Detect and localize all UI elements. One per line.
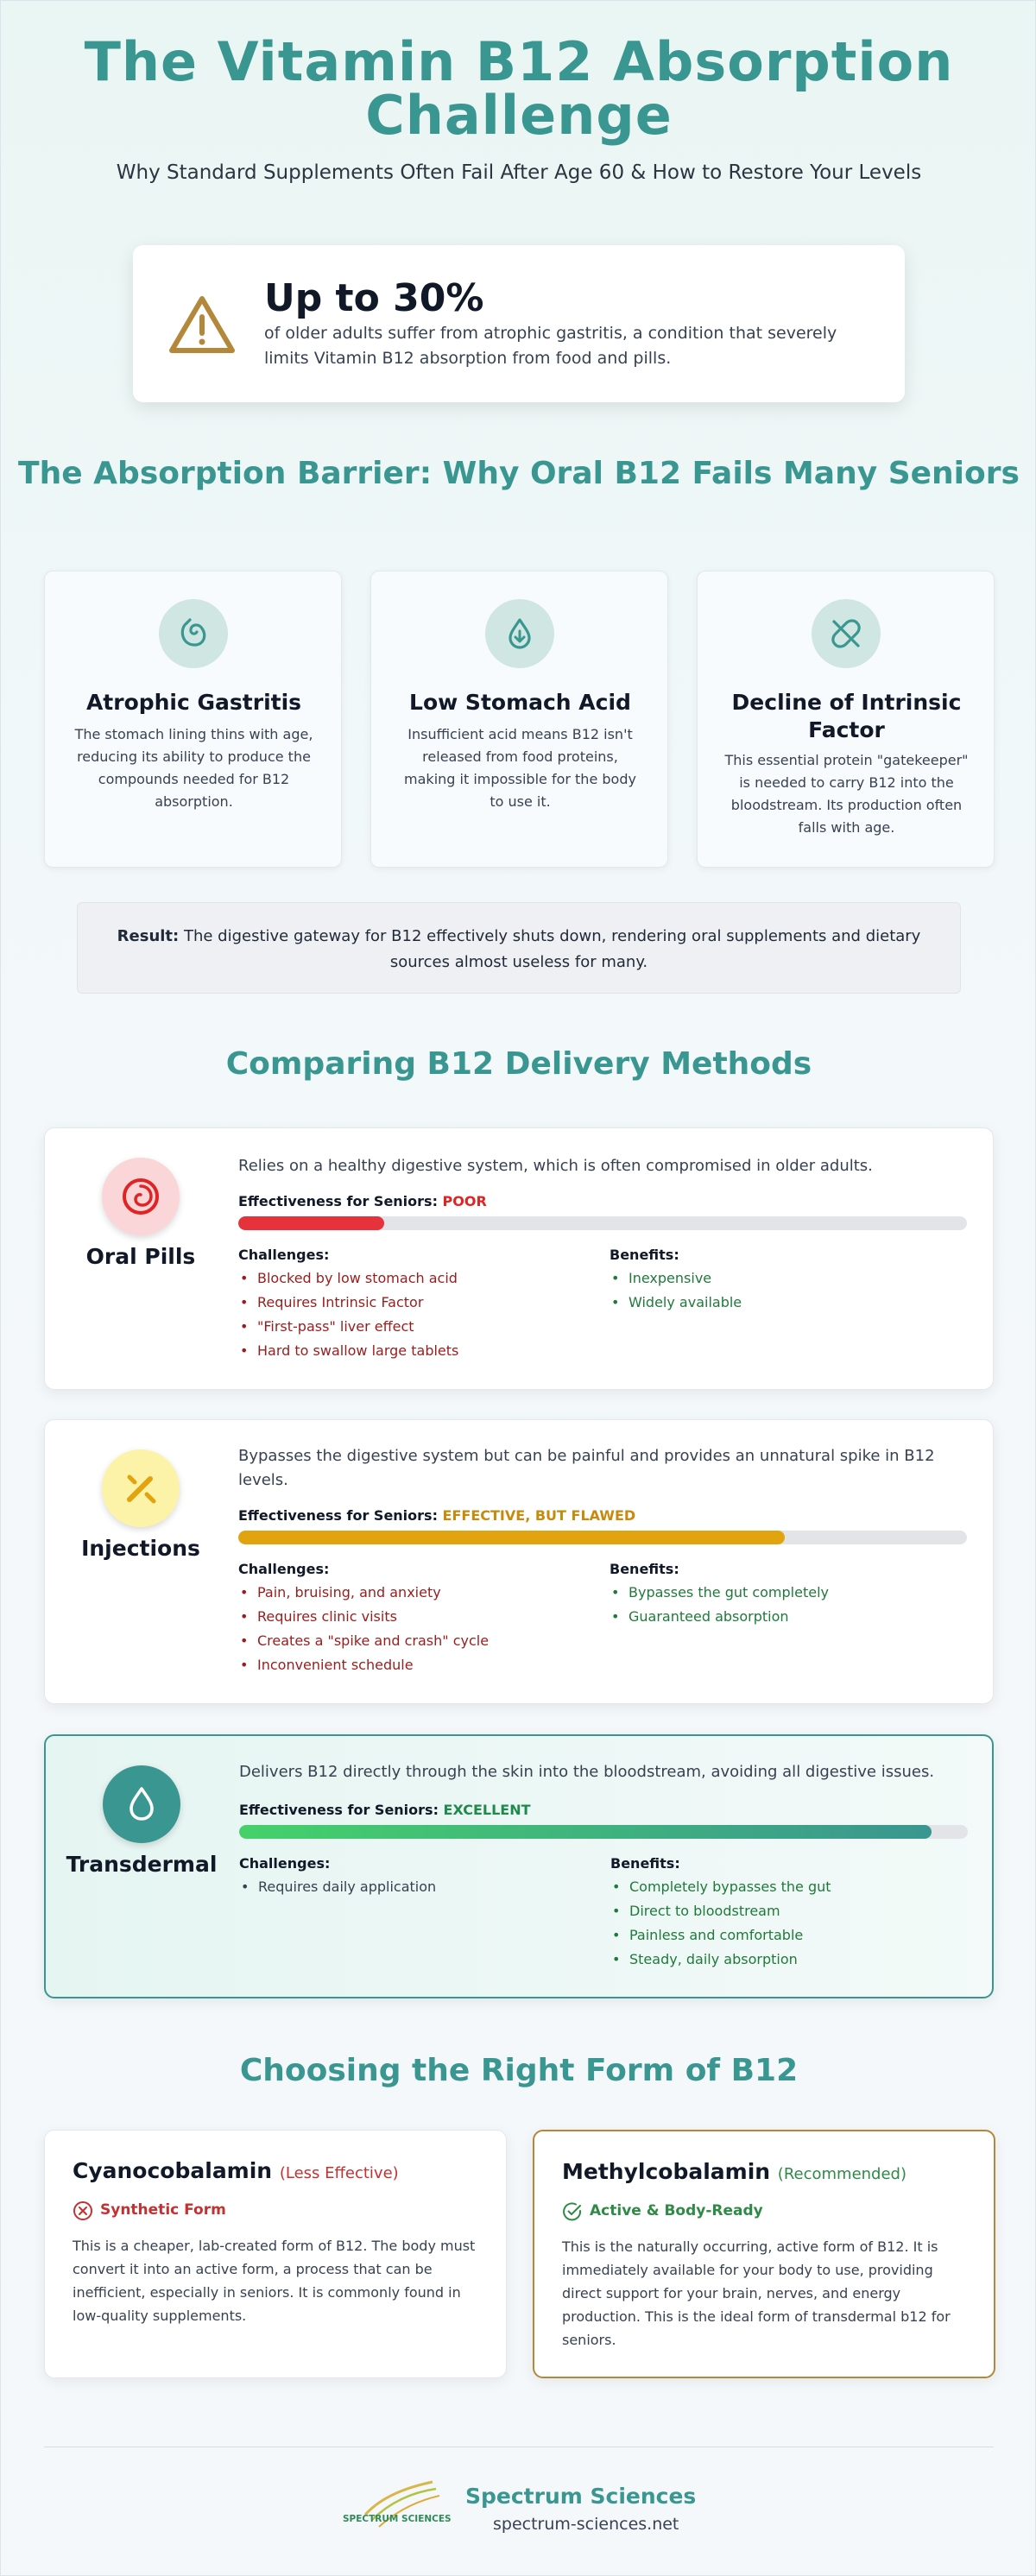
form-status: Synthetic Form <box>100 2201 226 2219</box>
benefits-heading: Benefits: <box>610 1561 679 1577</box>
list-item: • Steady, daily absorption <box>610 1948 831 1972</box>
method-card-oral-pills <box>44 1127 994 1390</box>
list-item: • Inconvenient schedule <box>238 1653 489 1677</box>
method-name: Transdermal <box>66 1852 218 1877</box>
spectrum-sciences-logo <box>339 2477 457 2537</box>
barrier-card-low-stomach-acid <box>370 571 668 868</box>
benefits-heading: Benefits: <box>610 1247 679 1263</box>
form-name: Cyanocobalamin <box>73 2158 273 2183</box>
effectiveness-rating: EFFECTIVE, BUT FLAWED <box>442 1507 636 1524</box>
challenges-heading: Challenges: <box>239 1855 331 1872</box>
method-name: Injections <box>81 1536 200 1561</box>
effectiveness-row <box>238 1193 487 1209</box>
list-item: • Blocked by low stomach acid <box>238 1266 458 1291</box>
challenges-list <box>238 1266 458 1363</box>
challenges-heading: Challenges: <box>238 1561 330 1577</box>
delivery-section-title: Comparing B12 Delivery Methods <box>225 1046 812 1082</box>
barrier-card-atrophic-gastritis <box>44 571 342 868</box>
method-card-injections <box>44 1419 994 1704</box>
warning-triangle-icon <box>167 294 237 356</box>
stat-callout-card <box>133 245 905 402</box>
barrier-card-text: This essential protein "gatekeeper" is needed to carry B12 into the bloodstream. Its production often falls with age. <box>724 752 969 836</box>
result-text: The digestive gateway for B12 effectively shuts down, rendering oral supplements and dietary sources almost useless for many. <box>183 927 921 971</box>
list-item: • Painless and comfortable <box>610 1923 831 1948</box>
list-item: • Direct to bloodstream <box>610 1899 831 1923</box>
broken-link-icon <box>829 616 863 651</box>
challenges-list <box>238 1581 489 1677</box>
barrier-card-title: Atrophic Gastritis <box>85 690 302 715</box>
logo-wordmark: SPECTRUM SCIENCES <box>343 2514 452 2524</box>
effectiveness-bar-fill <box>239 1825 932 1839</box>
pill-icon <box>121 1177 161 1216</box>
list-item: • Hard to swallow large tablets <box>238 1339 458 1363</box>
list-item: • Bypasses the gut completely <box>610 1581 829 1605</box>
pill-icon-circle <box>102 1158 180 1235</box>
challenges-heading: Challenges: <box>238 1247 330 1263</box>
effectiveness-label: Effectiveness for Seniors: <box>238 1193 438 1209</box>
effectiveness-bar <box>238 1531 967 1544</box>
stomach-icon <box>176 616 211 651</box>
benefits-list <box>610 1875 831 1972</box>
benefits-heading: Benefits: <box>610 1855 680 1872</box>
forms-section-title: Choosing the Right Form of B12 <box>239 2053 799 2088</box>
acid-drop-icon-circle <box>485 599 554 668</box>
syringe-icon <box>121 1468 161 1508</box>
list-item: • Requires clinic visits <box>238 1605 489 1629</box>
barrier-card-intrinsic-factor <box>697 571 995 868</box>
page-subtitle: Why Standard Supplements Often Fail After Age 60 & How to Restore Your Levels <box>116 161 922 184</box>
form-tag: (Recommended) <box>777 2165 906 2183</box>
droplet-icon-circle <box>103 1765 180 1843</box>
method-description: Relies on a healthy digestive system, which is often compromised in older adults. <box>238 1157 873 1175</box>
form-description: This is a cheaper, lab-created form of B12. The body must convert it into an active form, a process that can be inefficient, especially in seniors. It is commonly found in low-quality supplements. <box>73 2238 476 2324</box>
list-item: • Requires Intrinsic Factor <box>238 1291 458 1315</box>
form-name: Methylcobalamin <box>562 2159 771 2184</box>
page-title-line-2: Challenge <box>365 84 673 147</box>
footer-company-name: Spectrum Sciences <box>465 2484 697 2509</box>
form-status: Active & Body-Ready <box>590 2202 763 2219</box>
stomach-icon-circle <box>159 599 228 668</box>
effectiveness-rating: POOR <box>442 1193 487 1209</box>
benefits-list <box>610 1266 742 1315</box>
method-card-transdermal <box>44 1734 994 1998</box>
barrier-card-title: Low Stomach Acid <box>409 690 631 715</box>
form-title <box>562 2159 906 2184</box>
form-card-cyanocobalamin <box>44 2130 507 2378</box>
form-description: This is the naturally occurring, active form of B12. It is immediately available for your body to use, providing direct support for your brain, nerves, and energy production. This is the ideal form of transdermal b12 for seniors. <box>562 2238 951 2348</box>
list-item: • Requires daily application <box>239 1875 436 1899</box>
effectiveness-bar-fill <box>238 1531 785 1544</box>
list-item: • Guaranteed absorption <box>610 1605 829 1629</box>
page-title-line-1: The Vitamin B12 Absorption <box>84 30 954 93</box>
effectiveness-row <box>239 1802 531 1818</box>
effectiveness-bar <box>238 1216 967 1230</box>
stat-description: of older adults suffer from atrophic gastritis, a condition that severely limits Vitamin B12 absorption from food and pills. <box>264 324 837 368</box>
effectiveness-row <box>238 1507 635 1524</box>
acid-drop-icon <box>502 616 537 651</box>
effectiveness-label: Effectiveness for Seniors: <box>239 1802 439 1818</box>
effectiveness-bar-fill <box>238 1216 384 1230</box>
effectiveness-label: Effectiveness for Seniors: <box>238 1507 438 1524</box>
barrier-card-text: Insufficient acid means B12 isn't released from food proteins, making it impossible for the body to use it. <box>404 726 636 810</box>
benefits-list <box>610 1581 829 1629</box>
effectiveness-bar <box>239 1825 968 1839</box>
list-item: • Pain, bruising, and anxiety <box>238 1581 489 1605</box>
method-description: Bypasses the digestive system but can be painful and provides an unnatural spike in B12 levels. <box>238 1447 935 1489</box>
barrier-card-text: The stomach lining thins with age, reducing its ability to produce the compounds needed for B12 absorption. <box>74 726 313 810</box>
barrier-card-title: Decline of Intrinsic Factor <box>731 690 962 742</box>
syringe-icon-circle <box>102 1449 180 1527</box>
page-title <box>1 30 1036 147</box>
barrier-section-title: The Absorption Barrier: Why Oral B12 Fails Many Seniors <box>18 456 1020 491</box>
result-box <box>77 902 961 994</box>
list-item: • Inexpensive <box>610 1266 742 1291</box>
method-description: Delivers B12 directly through the skin into the bloodstream, avoiding all digestive issues. <box>239 1763 935 1781</box>
form-tag: (Less Effective) <box>279 2164 399 2182</box>
stat-value: Up to 30% <box>264 276 484 320</box>
list-item: • Widely available <box>610 1291 742 1315</box>
form-title <box>73 2158 399 2183</box>
droplet-icon <box>122 1784 161 1824</box>
x-circle-icon <box>73 2200 93 2221</box>
check-circle-icon <box>562 2201 583 2222</box>
challenges-list <box>239 1875 436 1899</box>
form-card-methylcobalamin <box>533 2130 995 2378</box>
footer-url-link[interactable]: spectrum-sciences.net <box>493 2515 679 2534</box>
effectiveness-rating: EXCELLENT <box>443 1802 531 1818</box>
list-item: • Creates a "spike and crash" cycle <box>238 1629 489 1653</box>
result-label: Result: <box>117 927 180 945</box>
list-item: • "First-pass" liver effect <box>238 1315 458 1339</box>
broken-link-icon-circle <box>812 599 881 668</box>
list-item: • Completely bypasses the gut <box>610 1875 831 1899</box>
method-name: Oral Pills <box>85 1244 196 1269</box>
